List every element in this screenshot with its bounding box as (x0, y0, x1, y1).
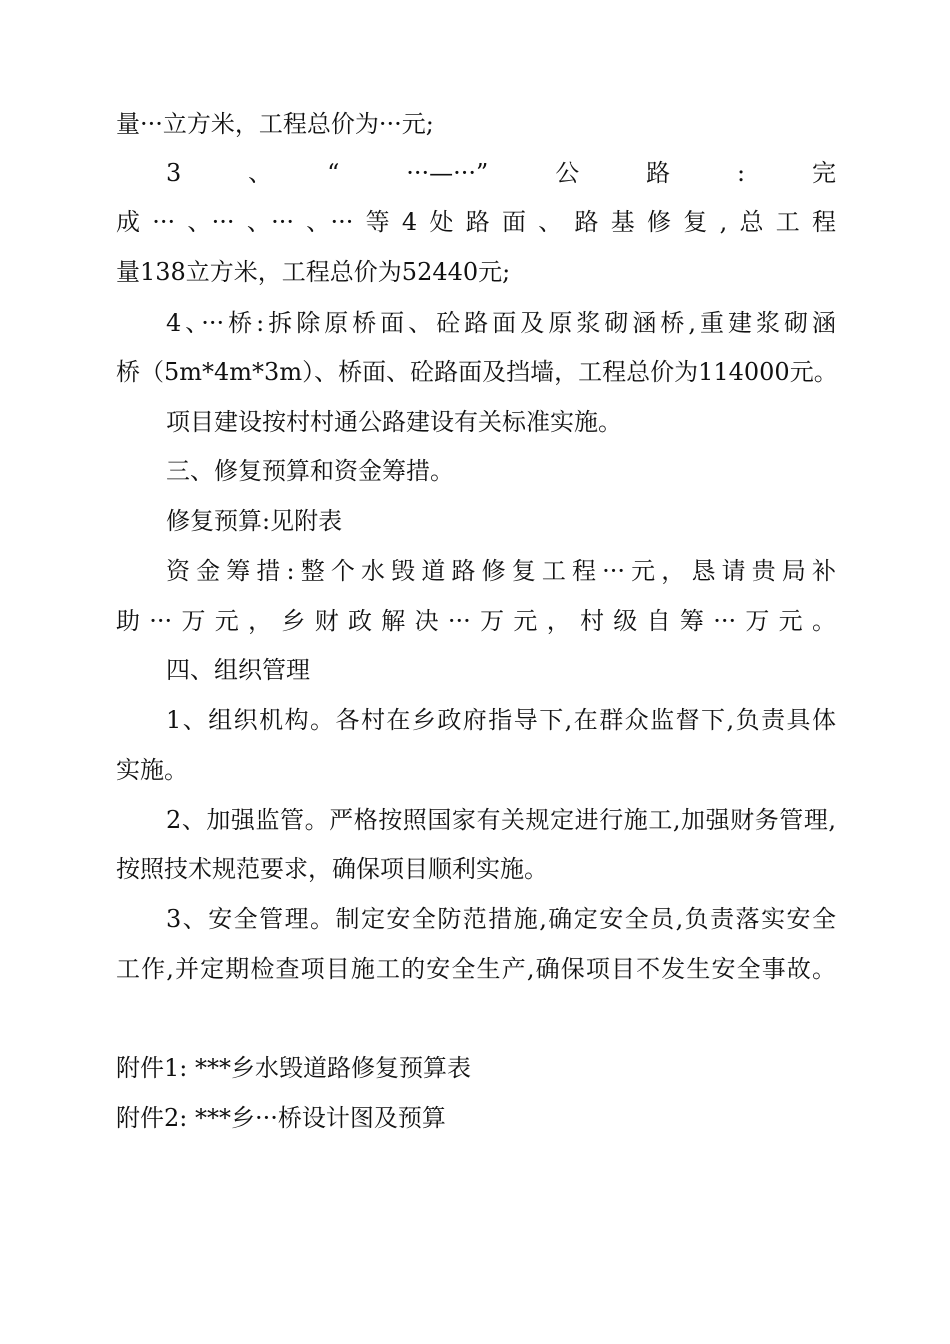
paragraph-line: 4、···桥:拆除原桥面、砼路面及原浆砌涵桥,重建浆砌涵 (166, 309, 836, 337)
paragraph-line: 3 、 “ ···—···” 公 路 : 完 (166, 159, 836, 187)
section-heading: 四、组织管理 (166, 656, 310, 684)
paragraph-line: 3、安全管理。制定安全防范措施,确定安全员,负责落实安全 (166, 905, 836, 933)
paragraph-line: 助···万元，乡财政解决···万元，村级自筹···万元。 (116, 607, 836, 635)
paragraph-line: 桥（5m*4m*3m）、桥面、砼路面及挡墙，工程总价为114000元。 (116, 358, 838, 386)
paragraph-line: 项目建设按村村通公路建设有关标准实施。 (166, 408, 622, 436)
paragraph-line: 资金筹措:整个水毁道路修复工程···元，恳请贵局补 (166, 557, 836, 585)
paragraph-line: 量···立方米，工程总价为···元; (116, 110, 434, 138)
section-heading: 三、修复预算和资金筹措。 (166, 457, 454, 485)
paragraph-line: 实施。 (116, 756, 188, 784)
attachment-line: 附件1: ***乡水毁道路修复预算表 (116, 1054, 471, 1082)
paragraph-line: 2、加强监管。严格按照国家有关规定进行施工,加强财务管理, (166, 806, 836, 834)
attachment-line: 附件2: ***乡···桥设计图及预算 (116, 1104, 446, 1132)
paragraph-line: 修复预算:见附表 (166, 507, 343, 535)
paragraph-line: 成···、···、···、···等4处路面、路基修复,总工程 (116, 208, 836, 236)
paragraph-line: 工作,并定期检查项目施工的安全生产,确保项目不发生安全事故。 (116, 955, 836, 983)
paragraph-line: 1、组织机构。各村在乡政府指导下,在群众监督下,负责具体 (166, 706, 836, 734)
paragraph-line: 量138立方米，工程总价为52440元; (116, 258, 511, 286)
paragraph-line: 按照技术规范要求，确保项目顺利实施。 (116, 855, 548, 883)
